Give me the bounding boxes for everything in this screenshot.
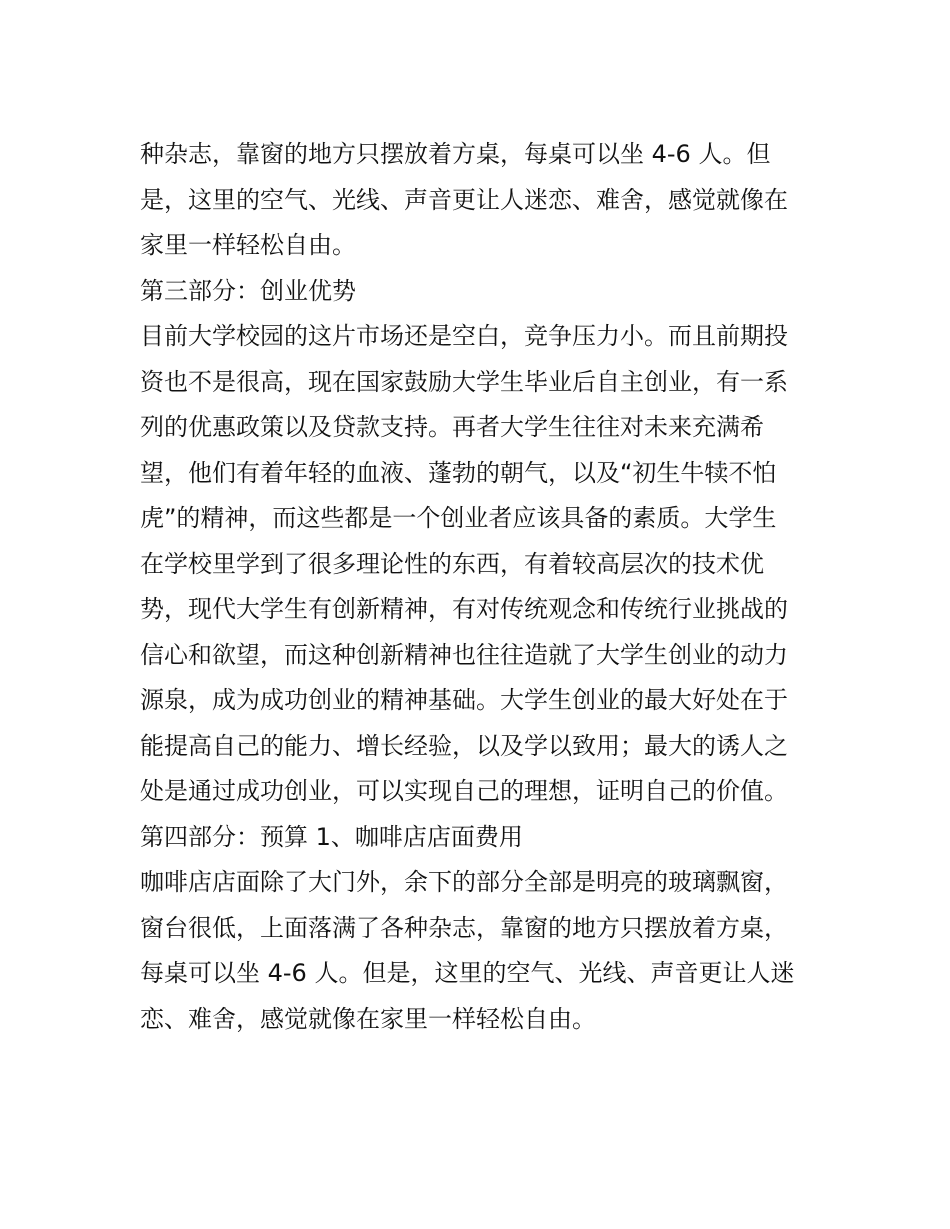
- text-line-15: 处是通过成功创业，可以实现自己的理想，证明自己的价值。: [140, 777, 788, 805]
- text-line-10: 在学校里学到了很多理论性的东西，有着较高层次的技术优: [140, 549, 764, 578]
- text-line-13: 源泉，成为成功创业的精神基础。大学生创业的最大好处在于: [140, 686, 788, 714]
- text-line-14: 能提高自己的能力、增长经验，以及学以致用；最大的诱人之: [140, 731, 788, 760]
- text-line-9: 虎”的精神，而这些都是一个创业者应该具备的素质。大学生: [140, 504, 777, 532]
- text-line-3: 家里一样轻松自由。: [140, 231, 356, 259]
- text-line-6: 资也不是很高，现在国家鼓励大学生毕业后自主创业，有一系: [140, 367, 788, 396]
- text-line-12: 信心和欲望，而这种创新精神也往往造就了大学生创业的动力: [140, 640, 788, 669]
- text-line-11: 势，现代大学生有创新精神，有对传统观念和传统行业挑战的: [140, 595, 788, 623]
- document-body: [140, 132, 820, 1042]
- text-line-1: 种杂志，靠窗的地方只摆放着方桌，每桌可以坐 4-6 人。但: [140, 140, 771, 168]
- text-line-7: 列的优惠政策以及贷款支持。再者大学生往往对未来充满希: [140, 413, 764, 441]
- text-line-8: 望，他们有着年轻的血液、蓬勃的朝气，以及“初生牛犊不怕: [140, 458, 777, 487]
- text-line-20: 恋、难舍，感觉就像在家里一样轻松自由。: [140, 1004, 596, 1033]
- text-line-5: 目前大学校园的这片市场还是空白，竞争压力小。而且前期投: [140, 322, 788, 350]
- text-line-17: 咖啡店店面除了大门外，余下的部分全部是明亮的玻璃飘窗，: [140, 868, 788, 896]
- text-line-19: 每桌可以坐 4-6 人。但是，这里的空气、光线、声音更让人迷: [140, 959, 795, 987]
- text-line-2: 是，这里的空气、光线、声音更让人迷恋、难舍，感觉就像在: [140, 185, 788, 214]
- text-line-18: 窗台很低，上面落满了各种杂志，靠窗的地方只摆放着方桌，: [140, 913, 788, 942]
- section-heading-part-four: 第四部分：预算 1、咖啡店店面费用: [140, 822, 523, 851]
- section-heading-part-three: 第三部分：创业优势: [140, 276, 356, 305]
